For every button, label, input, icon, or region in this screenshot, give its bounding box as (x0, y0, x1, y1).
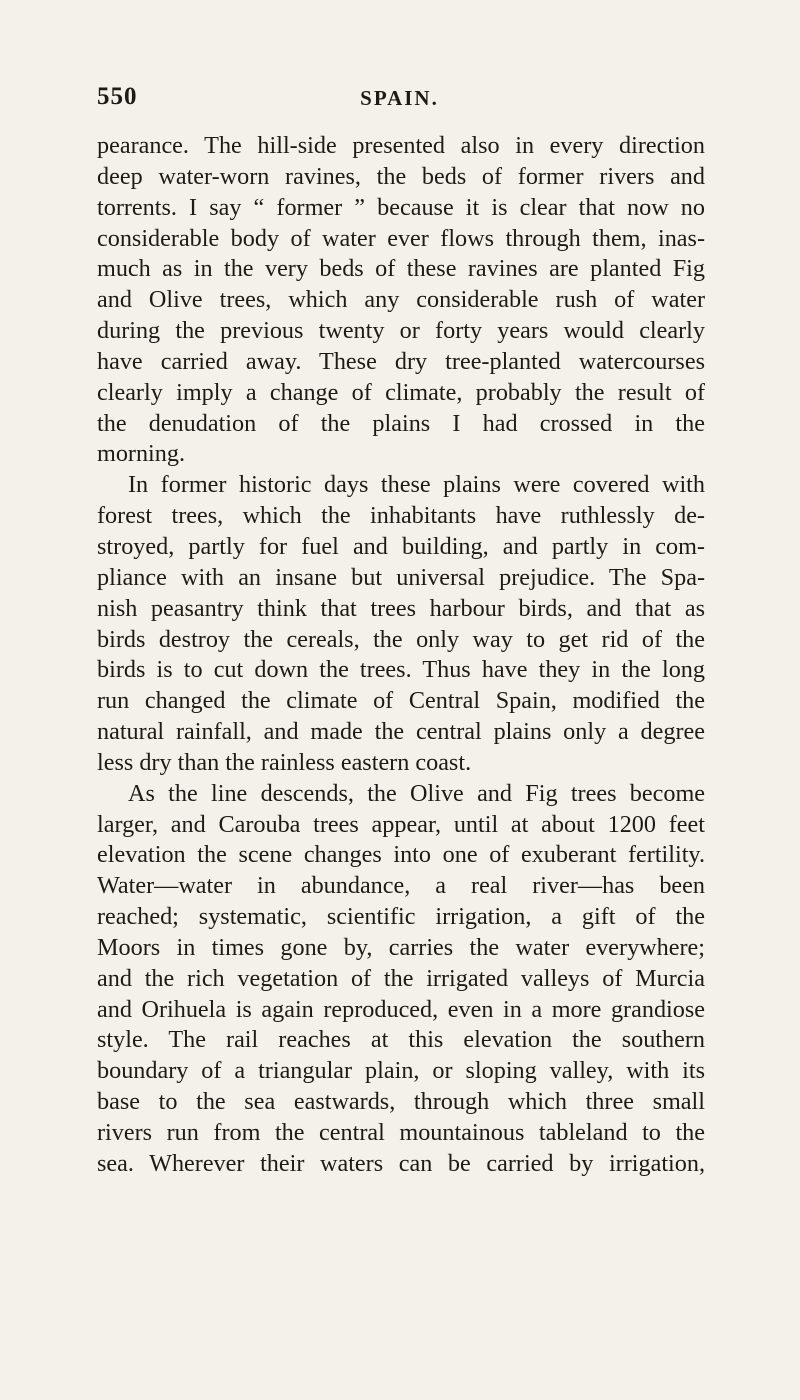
page-number: 550 (97, 83, 138, 110)
text-line: rivers run from the central mountainous tableland to the (97, 1119, 705, 1146)
text-line: morning. (97, 440, 186, 468)
text-line: larger, and Carouba trees appear, until at about 1200 feet (97, 810, 705, 838)
text-line: clearly imply a change of climate, probably the result of (97, 378, 705, 406)
text-line: torrents. I say “ former ” because it is clear that now no (97, 193, 705, 221)
text-line: pearance. The hill-side presented also in every direction (97, 132, 705, 159)
text-line: deep water-worn ravines, the beds of former rivers and (97, 162, 705, 190)
body-text (97, 131, 705, 1180)
text-line: considerable body of water ever flows through them, inas- (97, 224, 705, 252)
text-line: nish peasantry think that trees harbour birds, and that as (97, 594, 705, 622)
running-title: SPAIN. (360, 86, 439, 110)
running-head (97, 83, 702, 117)
text-line: In former historic days these plains were covered with (128, 471, 705, 499)
text-line: and Orihuela is again reproduced, even in a more grandiose (97, 995, 705, 1023)
text-line: run changed the climate of Central Spain, modified the (97, 687, 705, 715)
text-line: forest trees, which the inhabitants have ruthlessly de- (97, 502, 705, 530)
text-line: the denudation of the plains I had crossed in the (97, 409, 705, 437)
text-line: and the rich vegetation of the irrigated valleys of Murcia (97, 964, 705, 992)
text-line: during the previous twenty or forty years would clearly (97, 317, 705, 345)
text-line: birds destroy the cereals, the only way to get rid of the (97, 625, 705, 653)
text-line: elevation the scene changes into one of exuberant fertility. (97, 841, 705, 869)
text-line: natural rainfall, and made the central plains only a degree (97, 718, 705, 746)
text-line: and Olive trees, which any considerable rush of water (97, 286, 705, 314)
text-line: stroyed, partly for fuel and building, and partly in com- (97, 532, 705, 560)
text-line: less dry than the rainless eastern coast. (97, 748, 472, 776)
text-line: birds is to cut down the trees. Thus have they in the long (97, 656, 705, 684)
text-line: reached; systematic, scientific irrigation, a gift of the (97, 903, 705, 931)
text-line: much as in the very beds of these ravines are planted Fig (97, 255, 705, 283)
text-line: Water—water in abundance, a real river—has been (97, 872, 705, 900)
text-line: style. The rail reaches at this elevation the southern (97, 1026, 705, 1054)
text-line: sea. Wherever their waters can be carried by irrigation, (97, 1149, 705, 1177)
text-line: base to the sea eastwards, through which three small (97, 1088, 705, 1116)
text-line: Moors in times gone by, carries the water everywhere; (97, 933, 705, 961)
text-line: pliance with an insane but universal prejudice. The Spa- (97, 563, 705, 591)
text-line: As the line descends, the Olive and Fig trees become (128, 779, 705, 807)
text-line: have carried away. These dry tree-planted watercourses (97, 347, 705, 375)
text-line: boundary of a triangular plain, or sloping valley, with its (97, 1057, 705, 1085)
